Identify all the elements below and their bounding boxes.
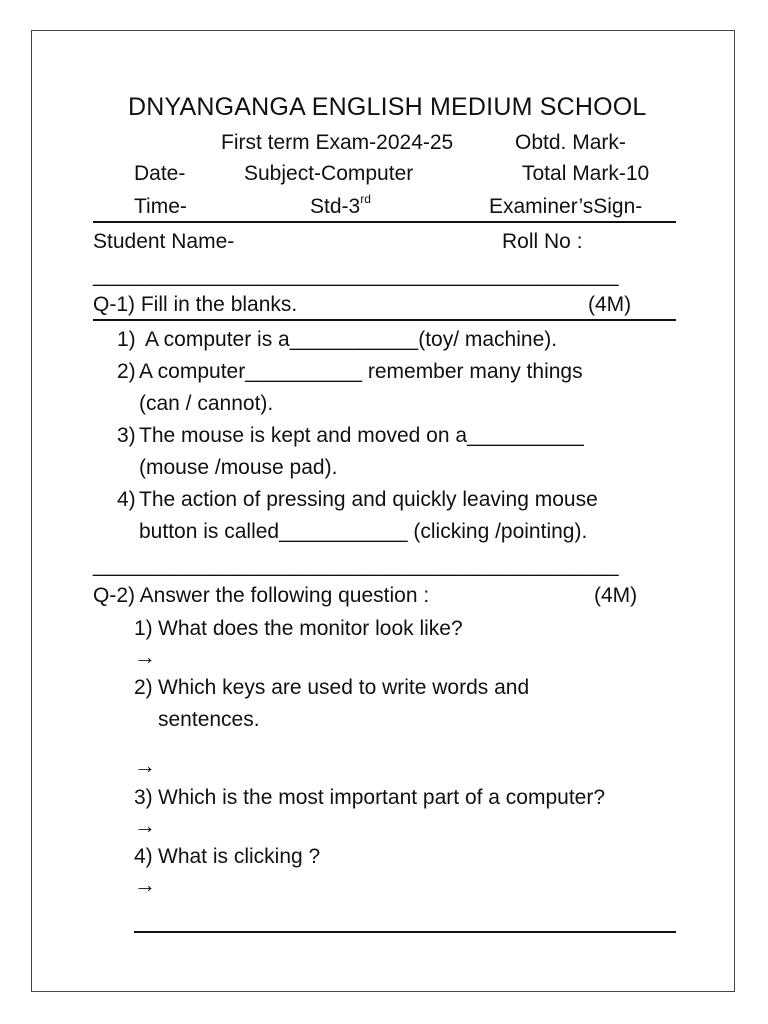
q2-item-1-text: What does the monitor look like? bbox=[158, 617, 463, 640]
q2-item-4-number: 4) bbox=[134, 845, 153, 868]
q2-item-3-number: 3) bbox=[134, 786, 153, 809]
q1-item-3-text-cont: (mouse /mouse pad). bbox=[139, 456, 338, 479]
q1-item-2-text-cont: (can / cannot). bbox=[139, 392, 274, 415]
std-superscript: rd bbox=[360, 192, 371, 206]
q1-divider bbox=[93, 319, 676, 321]
q1-title: Q-1) Fill in the blanks. bbox=[93, 293, 298, 316]
std-label bbox=[310, 194, 371, 220]
q1-item-3-number: 3) bbox=[117, 424, 136, 447]
student-name-label: Student Name- bbox=[93, 230, 235, 253]
obtained-mark-label: Obtd. Mark- bbox=[515, 131, 626, 154]
q1-item-4-text-cont: button is called___________ (clicking /pointing). bbox=[139, 520, 588, 543]
roll-no-label: Roll No : bbox=[502, 230, 583, 253]
school-name: DNYANGANGA ENGLISH MEDIUM SCHOOL bbox=[128, 93, 647, 121]
time-label: Time- bbox=[134, 195, 187, 218]
q1-item-1-text: A computer is a___________(toy/ machine). bbox=[145, 328, 558, 351]
header-divider bbox=[93, 221, 676, 223]
subject-label: Subject-Computer bbox=[244, 162, 414, 185]
q1-separator-line: _____________________________________________ bbox=[93, 554, 619, 577]
total-mark-label: Total Mark-10 bbox=[522, 162, 650, 185]
q2-item-2-answer-arrow-icon: → bbox=[134, 753, 156, 778]
student-blank-line: _____________________________________________ bbox=[93, 264, 619, 287]
q1-item-4-text: The action of pressing and quickly leaving mouse bbox=[139, 488, 598, 511]
q1-item-1-number: 1) bbox=[117, 328, 136, 351]
date-label: Date- bbox=[134, 162, 186, 185]
q1-item-2-text: A computer__________ remember many things bbox=[139, 360, 583, 383]
q2-item-3-text: Which is the most important part of a computer? bbox=[158, 786, 606, 809]
q2-title: Q-2) Answer the following question : bbox=[93, 584, 430, 607]
q2-item-1-number: 1) bbox=[134, 617, 153, 640]
q2-marks: (4M) bbox=[594, 584, 638, 607]
q2-item-3-answer-arrow-icon: → bbox=[134, 813, 156, 838]
q2-item-4-answer-arrow-icon: → bbox=[134, 872, 156, 897]
q1-item-3-text: The mouse is kept and moved on a__________ bbox=[139, 424, 584, 447]
q1-item-4-number: 4) bbox=[117, 488, 136, 511]
bottom-divider bbox=[134, 931, 676, 933]
q1-marks: (4M) bbox=[588, 293, 632, 316]
examiner-sign-label: Examiner’sSign- bbox=[489, 195, 643, 218]
q2-item-1-answer-arrow-icon: → bbox=[134, 644, 156, 669]
std-text: Std-3 bbox=[310, 195, 361, 218]
exam-name: First term Exam-2024-25 bbox=[221, 131, 454, 154]
q2-item-2-number: 2) bbox=[134, 676, 153, 699]
q1-item-2-number: 2) bbox=[117, 360, 136, 383]
q2-item-4-text: What is clicking ? bbox=[158, 845, 321, 868]
q2-item-2-text-cont: sentences. bbox=[158, 708, 260, 731]
q2-item-2-text: Which keys are used to write words and bbox=[158, 676, 530, 699]
